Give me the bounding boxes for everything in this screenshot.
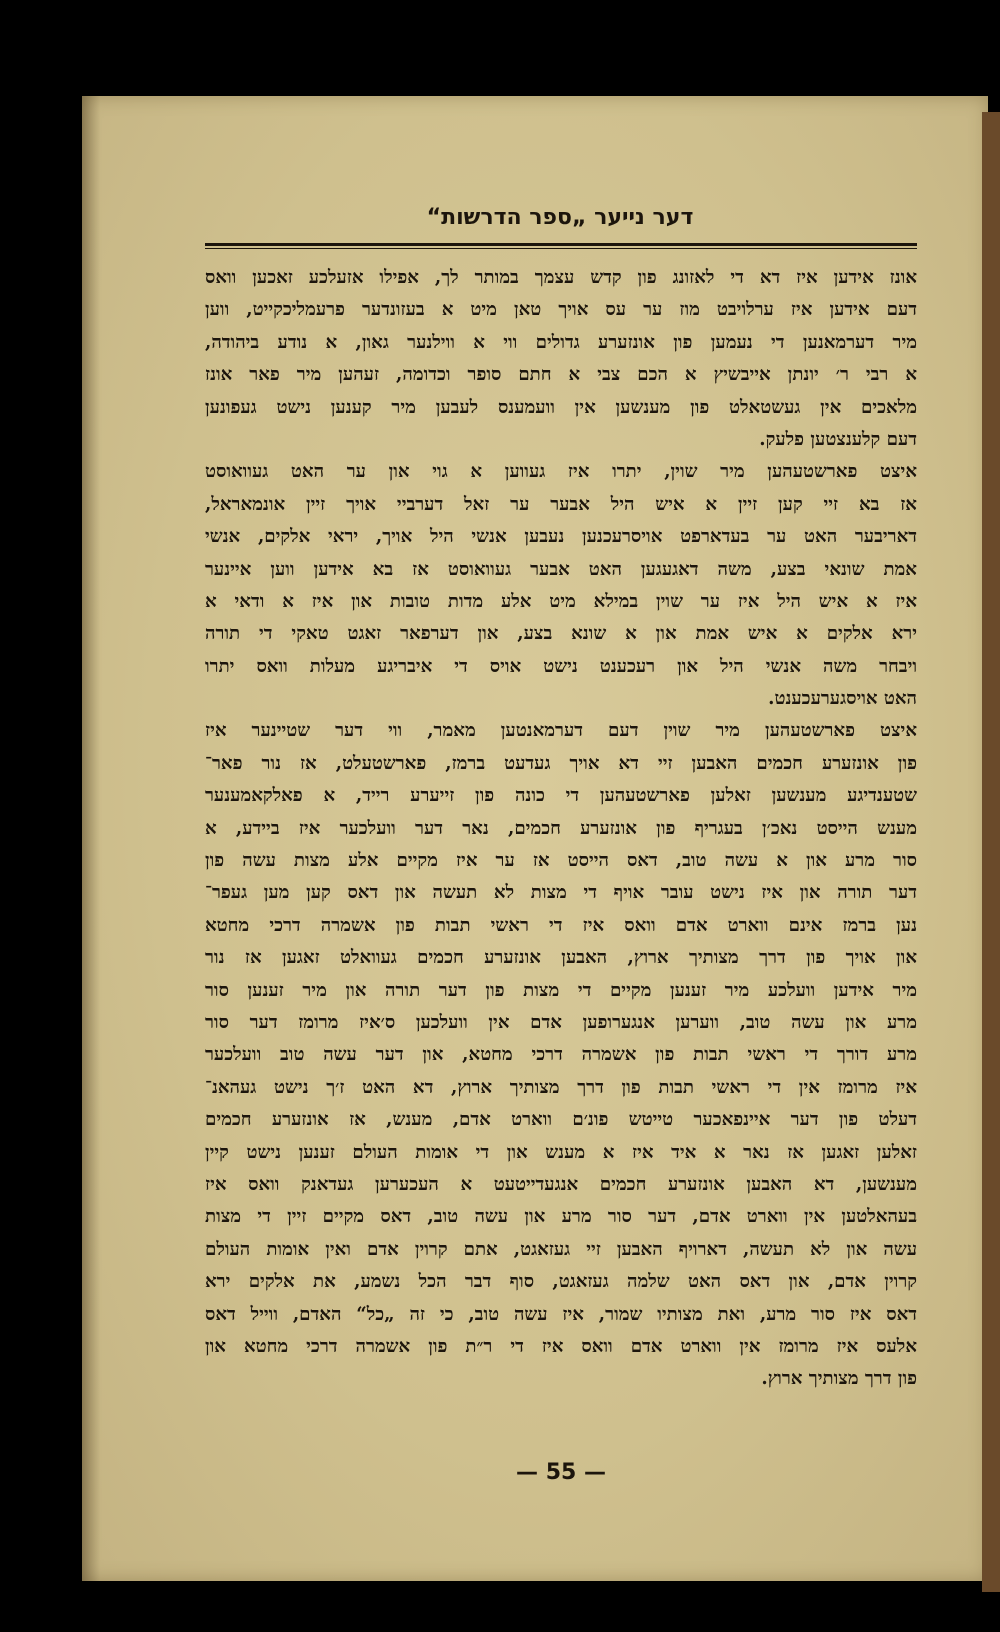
text-line: זאלען זאגען אז נאר א איד איז א מענש און די אומות העולם זענען נישט קיין	[205, 1141, 917, 1163]
text-line: דאריבער האט ער בעדארפט אויסרעכנען נעבען אנשי היל אויך, יראי אלקים, אנשי	[205, 526, 917, 548]
text-line: מיר אידען וועלכע מיר זענען מקיים די מצות פון דער תורה און מיר זענען סור	[205, 979, 917, 1001]
text-line: מענש הייסט נאכ׳ן בעגריף פון אונזערע חכמים, נאר דער וועלכער איז ביידע, א	[205, 817, 917, 839]
text-line: פון דרך מצותיך ארוץ.	[761, 1368, 917, 1390]
text-line: אונז אידען איז דא די לאזונג פון קדש עצמך במותר לך, אפילו אזעלכע זאכען וואס	[205, 267, 917, 288]
text-line: סור מרע און א עשה טוב, דאס הייסט אז ער איז מקיים אלע מצות עשה פון	[205, 850, 917, 872]
text-line: אז בא זיי קען זיין א איש היל אבער ער זאל דערביי אויך זיין אונמאראל,	[205, 493, 917, 515]
page-number: — 55 —	[516, 1460, 606, 1485]
header-rule-thin	[205, 248, 917, 249]
text-line: איצט פארשטעהען מיר שוין דעם דערמאנטען מאמר, ווי דער שטיינער איז	[205, 720, 917, 742]
body-text	[205, 262, 917, 1396]
text-line: קרוין אדם, און דאס האט שלמה געזאגט, סוף דבר הכל נשמע, את אלקים ירא	[205, 1271, 917, 1293]
text-line: א רבי ר׳ יונתן אייבשיץ א הכם צבי א חתם סופר וכדומה, זעהען מיר פאר אונז	[205, 364, 917, 386]
running-header: דער נייער „ספר הדרשות“	[426, 205, 694, 230]
spine-shadow	[82, 96, 100, 1581]
text-line: בעהאלטען אין ווארט אדם, דער סור מרע און עשה טוב, דאס מקיים זיין די מצות	[205, 1206, 917, 1228]
text-line: שטענדיגע מענשען זאלען פארשטעהען די כונה פון זייערע רייד, א פאלקאמענער	[205, 785, 917, 807]
text-line: איז א איש היל איז ער שוין במילא מיט אלע מדות טובות און איז א ודאי א	[205, 590, 917, 612]
text-line: דעלט פון דער איינפאכער טייטש פונ׳ם ווארט אדם, מענש, אז אונזערע חכמים	[205, 1109, 917, 1131]
text-line: מרע און עשה טוב, ווערען אנגערופען אדם אין וועלכען ס׳איז מרומז דער סור	[205, 1011, 917, 1033]
text-line: מלאכים אין געשטאלט פון מענשען אין וועמענס לעבען מיר קענען נישט געפונען	[205, 396, 917, 418]
text-line: מרע דורך די ראשי תבות פון אשמרה דרכי מחטא, און דער עשה טוב וועלכער	[205, 1044, 917, 1066]
text-line: מיר דערמאנען די נעמען פון אונזערע גדולים ווי א ווילנער גאון, א נודע ביהודה,	[205, 331, 917, 353]
text-line: מענשען, דא האבען אונזערע חכמים אנגעדייטעט א העכערען געדאנק וואס איז	[205, 1173, 917, 1195]
text-line: אלעס איז מרומז אין ווארט אדם וואס איז די ר״ת פון אשמרה דרכי מחטא און	[205, 1335, 917, 1357]
text-line: דעם אידען איז ערלויבט מוז ער עס אויך טאן מיט א בעזונדער פרעמליכקייט, ווען	[205, 299, 917, 321]
text-line: עשה און לא תעשה, דארויף האבען זיי געזאגט, אתם קרוין אדם ואין אומות העולם	[205, 1238, 917, 1260]
text-line: איז מרומז אין די ראשי תבות פון דרך מצותיך ארוץ, דא האט ז׳ך נישט געהאנ־	[205, 1076, 917, 1098]
page-edge	[982, 112, 1000, 1592]
text-line: ויבחר משה אנשי היל און רעכענט נישט אויס די איבריגע מעלות וואס יתרו	[205, 655, 917, 677]
text-line: דער תורה און איז נישט עובר אויף די מצות לא תעשה און דאס קען מען געפר־	[205, 882, 917, 904]
text-line: פון אונזערע חכמים האבען זיי דא אויך געדעט ברמז, פארשטעלט, אז נור פאר־	[205, 752, 917, 774]
text-line: אמת שונאי בצע, משה דאגעגען האט אבער געוואוסט אז בא אידען ווען איינער	[205, 558, 917, 580]
text-line: נען ברמז אינם ווארט אדם וואס איז די ראשי תבות פון אשמרה דרכי מחטא	[205, 914, 917, 936]
header-rule	[205, 243, 917, 246]
text-line: איצט פארשטעהען מיר שוין, יתרו איז געווען א גוי און ער האט געוואוסט	[205, 461, 917, 483]
text-line: ירא אלקים א איש אמת און א שונא בצע, און דערפאר זאגט טאקי די תורה	[205, 623, 917, 645]
text-line: דעם קלענצטען פלעק.	[759, 428, 917, 450]
text-line: האט אויסגערעכענט.	[768, 688, 917, 710]
text-line: און אויך פון דרך מצותיך ארוץ, האבען אונזערע חכמים געוואלט זאגען אז נור	[205, 947, 917, 969]
text-line: דאס איז סור מרע, ואת מצותיו שמור, איז עשה טוב, כי זה „כל“ האדם, ווייל דאס	[205, 1303, 917, 1325]
